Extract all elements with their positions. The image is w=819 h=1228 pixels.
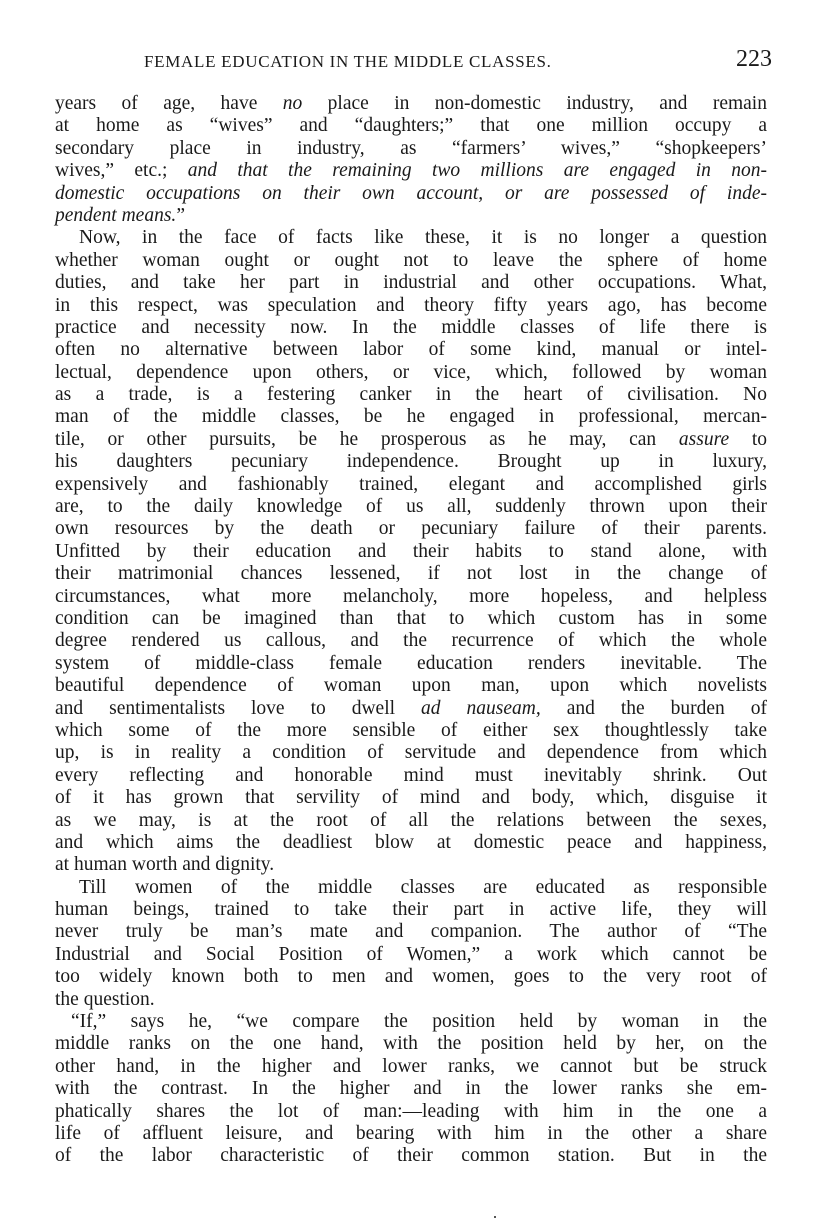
text-line: up, is in reality a condition of servitude and dependence from which (55, 742, 767, 764)
running-title: FEMALE EDUCATION IN THE MIDDLE CLASSES. (144, 52, 552, 71)
text-line: every reflecting and honorable mind must inevitably shrink. Out (55, 764, 767, 786)
text-line: “If,” says he, “we compare the position held by woman in the (71, 1011, 767, 1033)
body-text (55, 93, 767, 1168)
text-line: of the labor characteristic of their common station. But in the (55, 1145, 767, 1167)
text-line: system of middle-class female education renders inevitable. The (55, 652, 767, 674)
text-line: with the contrast. In the higher and in the lower ranks she em- (55, 1078, 767, 1100)
text-line: Till women of the middle classes are educated as responsible (79, 876, 767, 898)
text-line: secondary place in industry, as “farmers’ wives,” “shopkeepers’ (55, 137, 767, 159)
text-line: duties, and take her part in industrial and other occupations. What, (55, 272, 767, 294)
text-line: degree rendered us callous, and the recurrence of which the whole (55, 630, 767, 652)
text-line: condition can be imagined than that to which custom has in some (55, 607, 767, 629)
text-line: lectual, dependence upon others, or vice, which, followed by woman (55, 361, 767, 383)
text-line: human beings, trained to take their part in active life, they will (55, 899, 767, 921)
text-line: never truly be man’s mate and companion. The author of “The (55, 921, 767, 943)
text-line: circumstances, what more melancholy, more hopeless, and helpless (55, 585, 767, 607)
text-line: other hand, in the higher and lower ranks, we cannot but be struck (55, 1055, 767, 1077)
text-line: Now, in the face of facts like these, it is no longer a question (79, 227, 767, 249)
text-line: at human worth and dignity. (55, 854, 275, 876)
text-line: often no alternative between labor of some kind, manual or intel- (55, 339, 767, 361)
text-line: are, to the daily knowledge of us all, suddenly thrown upon their (55, 496, 767, 518)
text-line: too widely known both to men and women, goes to the very root of (55, 966, 767, 988)
text-line: which some of the more sensible of either sex thoughtlessly take (55, 719, 767, 741)
text-line: man of the middle classes, be he engaged in professional, mercan- (55, 406, 767, 428)
text-line: and which aims the deadliest blow at domestic peace and happiness, (55, 831, 767, 853)
text-line: and sentimentalists love to dwell ad nauseam, and the burden of (55, 697, 768, 719)
text-line: whether woman ought or ought not to leave the sphere of home (55, 249, 767, 271)
text-line: beautiful dependence of woman upon man, upon which novelists (55, 675, 767, 697)
text-line: in this respect, was speculation and theory fifty years ago, has become (55, 294, 767, 316)
text-line: as we may, is at the root of all the relations between the sexes, (55, 809, 767, 831)
text-line: domestic occupations on their own account, or are possessed of inde- (55, 182, 767, 204)
running-header (60, 46, 772, 78)
text-line: practice and necessity now. In the middle classes of life there is (55, 316, 767, 338)
text-line: phatically shares the lot of man:—leading with him in the one a (55, 1100, 767, 1122)
text-line: own resources by the death or pecuniary failure of their parents. (55, 518, 767, 540)
text-line: as a trade, is a festering canker in the heart of civilisation. No (55, 384, 767, 406)
text-line: their matrimonial chances lessened, if not lost in the change of (55, 563, 767, 585)
text-line: at home as “wives” and “daughters;” that one million occupy a (55, 115, 767, 137)
text-line: middle ranks on the one hand, with the position held by her, on the (55, 1033, 767, 1055)
text-line: of it has grown that servility of mind and body, which, disguise it (55, 787, 767, 809)
text-line: tile, or other pursuits, be he prosperous as he may, can assure to (55, 428, 767, 450)
text-line: Unfitted by their education and their habits to stand alone, with (55, 540, 767, 562)
text-line: life of affluent leisure, and bearing with him in the other a share (55, 1122, 767, 1144)
text-line: pendent means.” (55, 204, 185, 226)
page-number: 223 (736, 46, 772, 72)
text-line: his daughters pecuniary independence. Brought up in luxury, (55, 451, 767, 473)
text-line: years of age, have no place in non-domestic industry, and remain (55, 93, 767, 114)
text-line: wives,” etc.; and that the remaining two millions are engaged in non- (55, 160, 767, 182)
text-line: the question. (55, 988, 155, 1010)
text-line: Industrial and Social Position of Women,” a work which cannot be (55, 943, 767, 965)
text-line: expensively and fashionably trained, elegant and accomplished girls (55, 473, 767, 495)
print-speck (494, 1216, 496, 1218)
